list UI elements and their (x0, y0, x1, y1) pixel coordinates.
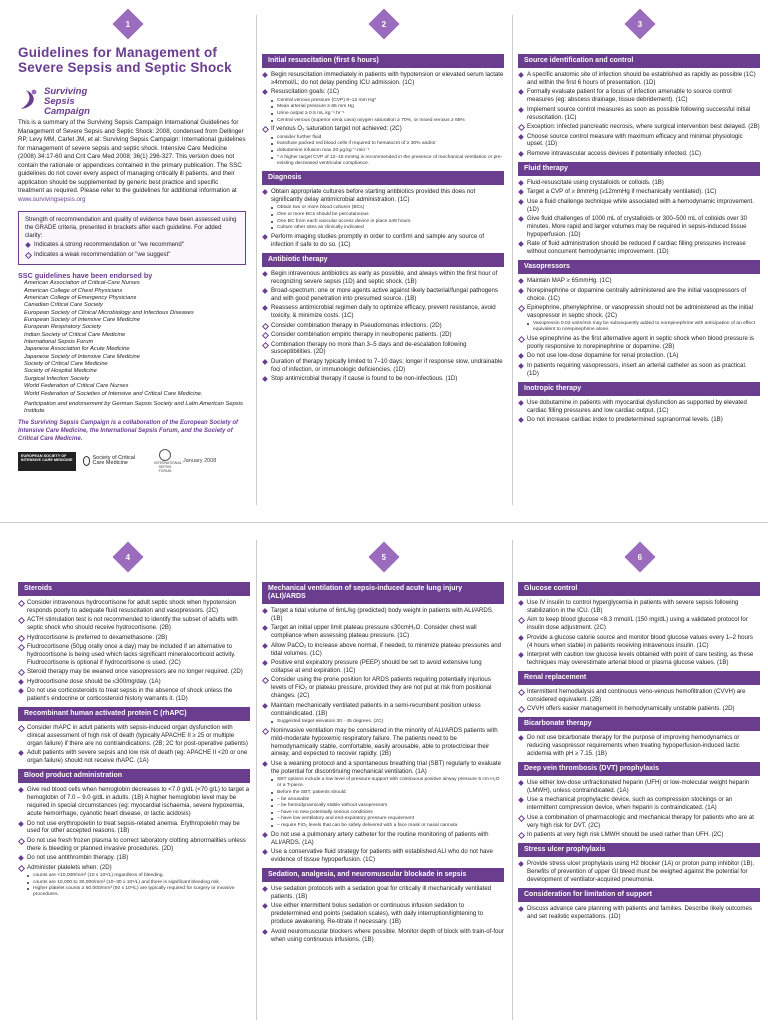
section-rhapc (18, 707, 250, 765)
recommendation-list (518, 179, 760, 256)
recommendation-list (18, 786, 250, 898)
recommendation-item (262, 270, 504, 286)
recommendation-list (18, 724, 250, 765)
recommendation-item (262, 607, 504, 623)
endorser-item: Japanese Society of Intensive Care Medicine (24, 353, 141, 360)
sub-item: Obtain two or more blood cultures (BCs) (271, 205, 504, 211)
recommendation-text: Do not use fresh frozen plasma to correct laboratory clotting abnormalities unless there is bleeding or planned invasive procedures. (2D) (27, 836, 246, 852)
recommendation-text: Use a conservative fluid strategy for patients with established ALI who do not have evidence of tissue hypoperfusion. (1C) (271, 848, 493, 863)
recommendation-text: Target a CVP of ≥ 8mmHg (≥12mmHg if mechanically ventilated). (1C) (527, 188, 717, 196)
endorser-item: World Federation of Critical Care Nurses (24, 383, 129, 390)
recommendation-list (518, 734, 760, 758)
recommendation-item (262, 727, 504, 759)
panel-6 (518, 578, 760, 1020)
recommendation-item (518, 188, 760, 196)
recommendation-item (18, 724, 250, 748)
sub-item: One or more BCs should be percutaneous (271, 212, 504, 218)
recommendation-list (262, 188, 504, 249)
endorser-item: American Association of Critical-Care Nurses (24, 280, 140, 287)
recommendation-item (262, 831, 504, 847)
sccm-name: Society of Critical Care Medicine (92, 454, 135, 467)
recommendation-list (262, 885, 504, 943)
section-header: Initial resuscitation (first 6 hours) (262, 54, 504, 68)
recommendation-text: Administer platelets when: (2D) (27, 863, 112, 871)
recommendation-list (262, 270, 504, 383)
recommendation-text: Formally evaluate patient for a focus of infection amenable to source control measures (eg: abscess drainage, tissue debridement). (1C) (527, 88, 732, 104)
recommendation-text: Give fluid challenges of 1000 mL of crystalloids or 300–500 mL of colloids over 30 minutes. More rapid and larger volumes may be required in sepsis-induced tissue hypoperfusion. (1D) (527, 215, 748, 238)
sub-item: transfuse packed red blood cells if required to hematocrit of ≥ 30% and/or (271, 141, 504, 147)
recommendation-item (518, 362, 760, 378)
guidelines-link[interactable]: www.survivingsepsis.org (18, 195, 86, 203)
endorser-item: Japanese Association for Acute Medicine (24, 346, 130, 353)
grade-box (18, 211, 246, 266)
section-header: Vasopressors (518, 260, 760, 274)
recommendation-text: Use a fluid challenge technique while associated with a hemodynamic improvement. (1D) (527, 197, 754, 213)
ssc-swirl-icon (18, 87, 40, 113)
recommendation-item (262, 125, 504, 133)
recommendation-text: Do not use corticosteroids to treat sepsis in the absence of shock unless the patient's endocrine or corticosteroid history warrants it. (1D) (27, 687, 233, 703)
recommendation-text: Begin resuscitation immediately in patients with hypotension or elevated serum lactate ≥4mmol/L; do not delay pending ICU admission. (1C) (271, 71, 504, 86)
page-number-badge (624, 541, 655, 572)
publication-date: January 2008 (183, 458, 217, 465)
panel-3 (518, 50, 760, 520)
section-header: Blood product administration (18, 769, 250, 783)
section-mechvent (262, 582, 504, 864)
ssc-logo (18, 87, 246, 117)
section-header: Renal replacement (518, 671, 760, 685)
recommendation-item (518, 240, 760, 256)
recommendation-item (518, 106, 760, 122)
recommendation-text: Use a combination of pharmacologic and mechanical therapy for patients who are at very high risk for DVT. (2C) (527, 813, 754, 829)
recommendation-text: Use a mechanical prophylactic device, such as compression stockings or an intermittent compression device, when heparin is contraindicated. (1A) (527, 796, 733, 812)
column-divider (512, 15, 513, 505)
recommendation-item (518, 287, 760, 303)
recommendation-item (18, 820, 250, 836)
recommendation-text: Consider rhAPC in adult patients with sepsis-induced organ dysfunction with clinical assessment of high risk of death (typically APACHE II ≥ 25 or multiple organ failure) if there are no contraindications. (2B; 2C for post-operative patients) (27, 724, 248, 747)
recommendation-item (518, 860, 760, 884)
page-number: 1 (125, 19, 131, 29)
recommendation-text: Allow PaCO₂ to increase above normal, if needed, to minimize plateau pressures and tidal volumes. (1C) (271, 641, 501, 657)
sub-list (271, 777, 504, 829)
recommendation-text: Noninvasive ventilation may be considered in the minority of ALI/ARDS patients with mild-moderate hypoxemic respiratory failure. The patients need to be hemodynamically stable, comfortable, easily arousable, able to protect/clear their airway, and expected to recover rapidly. (2B) (271, 726, 498, 758)
recommendation-item (262, 760, 504, 776)
recommendation-item (518, 651, 760, 667)
endorser-item: Canadian Critical Care Society (24, 302, 103, 309)
sub-item: Mean arterial pressure ≥ 65 mm Hg (271, 104, 504, 110)
recommendation-text: Resuscitation goals: (1C) (271, 88, 340, 96)
recommendation-item (262, 233, 504, 249)
sub-list (271, 719, 504, 725)
recommendation-list (518, 71, 760, 158)
section-header: Inotropic therapy (518, 382, 760, 396)
recommendation-item (262, 848, 504, 864)
section-steroids (18, 582, 250, 703)
recommendation-text: In patients at very high risk LMWH should be used rather than UFH. (2C) (527, 831, 724, 839)
recommendation-item (518, 814, 760, 830)
recommendation-text: Exception: infected pancreatic necrosis, where surgical intervention best delayed. (2B) (527, 123, 760, 131)
recommendation-item (518, 416, 760, 424)
endorser-item: European Society of Clinical Microbiology and Infectious Diseases (24, 309, 194, 316)
sub-item: – require FiO₂ levels that can be safely delivered with a face mask or nasal cannula (271, 823, 504, 829)
page-number-badge (368, 8, 399, 39)
recommendation-text: Hydrocortisone is preferred to dexamethasone. (2B) (27, 633, 168, 641)
section-renal (518, 671, 760, 713)
section-blood (18, 769, 250, 898)
page-number-badge (112, 8, 143, 39)
section-header: Source identification and control (518, 54, 760, 68)
isf-logo (154, 449, 182, 474)
recommendation-list (262, 607, 504, 864)
sub-list (271, 98, 504, 124)
recommendation-text: Discuss advance care planning with patients and families. Describe likely outcomes and set realistic expectations. (1D) (527, 904, 752, 920)
recommendation-text: Do not use low-dose dopamine for renal protection. (1A) (527, 352, 679, 360)
section-vaso (518, 260, 760, 378)
recommendation-text: Fludrocortisone (50μg orally once a day) may be included if an alternative to hydrocortisone is being used which lacks significant mineralocorticoid activity. Fludrocortisone is optional if hydrocortisone is used. (2C) (27, 643, 236, 666)
page-title: Guidelines for Management of Severe Sepsis and Septic Shock (18, 46, 232, 75)
recommendation-text: Fluid-resuscitate using crystalloids or colloids. (1B) (527, 178, 664, 186)
recommendation-text: Provide a glucose calorie source and monitor blood glucose values every 1–2 hours (4 hours when stable) in patients receiving intravenous insulin. (1C) (527, 633, 753, 649)
recommendation-item (18, 634, 250, 642)
recommendation-text: A specific anatomic site of infection should be established as rapidly as possible (1C) and within the first 6 hours of presentation. (1D) (527, 71, 756, 86)
recommendation-item (518, 352, 760, 360)
recommendation-item (262, 188, 504, 204)
recommendation-text: Choose source control measure with maximum efficacy and minimal physiologic upset. (1D) (527, 132, 743, 148)
endorsed-header: SSC guidelines have been endorsed by (18, 271, 153, 281)
weak-recommendation-label: Indicates a weak recommendation or "we suggest" (34, 250, 171, 258)
recommendation-item (18, 668, 250, 676)
endorser-item: European Respiratory Society (24, 324, 102, 331)
recommendation-item (518, 88, 760, 104)
page-number-badge (368, 541, 399, 572)
endorser-item: Society of Hospital Medicine (24, 368, 97, 375)
recommendation-text: CVVH offers easier management in hemodynamically unstable patients. (2D) (527, 705, 735, 713)
recommendation-item (518, 198, 760, 214)
recommendation-text: Use dobutamine in patients with myocardial dysfunction as supported by elevated cardiac filling pressures and low cardiac output. (1C) (527, 398, 747, 414)
strong-recommendation-key (25, 241, 239, 249)
recommendation-list (518, 277, 760, 377)
fold-line (0, 522, 768, 523)
section-header: Consideration for limitation of support (518, 888, 760, 902)
recommendation-item (518, 150, 760, 158)
recommendation-item (518, 123, 760, 131)
section-header: Deep vein thrombosis (DVT) prophylaxis (518, 762, 760, 776)
recommendation-item (518, 599, 760, 615)
strong-recommendation-label: Indicates a strong recommendation or "we recommend" (34, 241, 184, 249)
section-inotropic (518, 382, 760, 424)
grade-text: Strength of recommendation and quality of evidence have been assessed using the GRADE criteria, presented in brackets after each guideline. For added clarity: (25, 216, 237, 239)
recommendation-item (18, 837, 250, 853)
esicm-logo: EUROPEAN SOCIETY OF INTENSIVE CARE MEDICINE (18, 452, 76, 471)
recommendation-text: Use IV insulin to control hyperglycemia in patients with severe sepsis following stabilization in the ICU. (1B) (527, 599, 739, 614)
recommendation-item (518, 634, 760, 650)
sccm-mark-icon (83, 456, 90, 466)
section-header: Antibiotic therapy (262, 253, 504, 267)
section-limit (518, 888, 760, 921)
recommendation-text: Target an initial upper limit plateau pressure ≤30cmH₂O. Consider chest wall compliance when assessing plateau pressure. (1C) (271, 624, 477, 640)
recommendation-item (262, 375, 504, 383)
sub-item: Higher platelet counts ≥ 50,000/mm³ (50 x 10⁹/L) are typically required for surgery or invasive procedures. (27, 886, 250, 898)
recommendation-text: ACTH stimulation test is not recommended to identify the subset of adults with septic shock who should receive hydrocortisone. (2B) (27, 616, 238, 632)
panel-4 (18, 578, 250, 1020)
recommendation-text: Adult patients with severe sepsis and low risk of death (eg: APACHE II <20 or one organ failure) should not receive rhAPC. (1A) (27, 749, 248, 765)
recommendation-text: Consider using the prone position for ARDS patients requiring potentially injurious levels of FiO₂ or plateau pressure, provided they are not put at risk from positional changes. (2C) (271, 676, 492, 700)
recommendation-text: Remove intravascular access devices if potentially infected. (1C) (527, 149, 702, 157)
recommendation-text: In patients requiring vasopressors, insert an arterial catheter as soon as practical. (1D) (527, 361, 747, 377)
sub-item: – be hemodynamically stable without vasopressors (271, 803, 504, 809)
recommendation-text: Stop antimicrobial therapy if cause is found to be non-infectious. (1D) (271, 375, 458, 383)
sub-item: counts are 10,000 to 30,000/mm³ (10–30 x 10⁹/L) and there is significant bleeding risk. (27, 880, 250, 886)
recommendation-item (518, 779, 760, 795)
sub-item: – have no new potentially serious conditions (271, 810, 504, 816)
section-bicarb (518, 717, 760, 758)
recommendation-item (518, 831, 760, 839)
panel-5 (262, 578, 504, 1020)
recommendation-item (518, 179, 760, 187)
recommendation-item (262, 624, 504, 640)
recommendation-item (518, 705, 760, 713)
recommendation-text: Use a weaning protocol and a spontaneous breathing trial (SBT) regularly to evaluate the potential for discontinuing mechanical ventilation. (1A) (271, 759, 502, 775)
sub-item: counts are <10,000/mm³ (10 x 10⁹/L) regardless of bleeding. (27, 873, 250, 879)
page-number: 6 (637, 552, 643, 562)
recommendation-text: Intermittent hemodialysis and continuous veno-venous hemofiltration (CVVH) are considered equivalent. (2B) (527, 687, 746, 703)
section-stress (518, 843, 760, 884)
endorser-item: American College of Chest Physicians (24, 287, 123, 294)
recommendation-item (518, 304, 760, 320)
section-header: Mechanical ventilation of sepsis-induced acute lung injury (ALI)/ARDS (262, 582, 504, 604)
weak-recommendation-key (25, 251, 239, 259)
section-header: Sedation, analgesia, and neuromuscular blockade in sepsis (262, 868, 504, 882)
recommendation-item (262, 676, 504, 700)
recommendation-text: Do not use antithrombin therapy. (1B) (27, 854, 129, 862)
recommendation-text: Rate of fluid administration should be reduced if cardiac filling pressures increase without concurrent hemodynamic improvement. (1D) (527, 240, 746, 256)
section-header: Steroids (18, 582, 250, 596)
section-header: Bicarbonate therapy (518, 717, 760, 731)
section-header: Glucose control (518, 582, 760, 596)
page-number: 5 (381, 552, 387, 562)
endorser-item: Surgical Infection Society (24, 375, 90, 382)
recommendation-text: Positive end expiratory pressure (PEEP) should be set to avoid extensive lung collapse at end expiration. (1C) (271, 659, 482, 675)
recommendation-text: Do not increase cardiac index to predetermined supranormal levels. (1B) (527, 416, 723, 424)
recommendation-item (18, 854, 250, 862)
sub-item: One BC from each vascular access device in place ≥48 hours (271, 219, 504, 225)
endorser-item: Society of Critical Care Medicine (24, 361, 108, 368)
sub-item: – be arousable (271, 797, 504, 803)
recommendation-text: Reassess antimicrobial regimen daily to optimize efficacy, prevent resistance, avoid toxicity, & minimize costs. (1C) (271, 304, 496, 320)
recommendation-item (18, 749, 250, 765)
recommendation-item (518, 688, 760, 704)
recommendation-text: Target a tidal volume of 6mL/kg (predicted) body weight in patients with ALI/ARDS. (1B) (271, 607, 494, 623)
isf-name: INTERNATIONAL SEPSIS FORUM (154, 461, 182, 474)
panel-1 (18, 46, 246, 518)
section-fluid (518, 162, 760, 256)
recommendation-text: Epinephrine, phenylephrine, or vasopressin should not be administered as the initial vasopressor in septic shock. (2C) (527, 303, 753, 319)
sub-item: Central venous (superior vena cava) oxygen saturation ≥ 70%, or mixed venous ≥ 65% (271, 118, 504, 124)
recommendation-text: Broad-spectrum: one or more agents active against likely bacterial/fungal pathogens and with good penetration into presumed source. (1B) (271, 286, 498, 302)
endorser-item: American College of Emergency Physicians (24, 294, 137, 301)
recommendation-item (18, 786, 250, 818)
recommendation-text: Avoid neuromuscular blockers where possible. Monitor depth of block with train-of-four when using continuous infusions. (1B) (271, 927, 504, 943)
recommendation-text: Combination therapy no more than 3–5 days and de-escalation following susceptibilities. (2D) (271, 340, 467, 356)
page-number: 4 (125, 552, 131, 562)
recommendation-item (18, 864, 250, 872)
sub-item: consider further fluid (271, 135, 504, 141)
recommendation-item (18, 687, 250, 703)
section-dvt (518, 762, 760, 839)
recommendation-text: Give red blood cells when hemoglobin decreases to <7.0 g/dL (<70 g/L) to target a hemoglobin of 7.0 – 9.0 g/dL in adults. (1B) A higher hemoglobin level may be required in special circumstances (eg: myocardial ischaemia, severe hypoxemia, acute hemorrhage, cyanotic heart disease, or lactic acidosis) (27, 786, 249, 818)
sub-item: dobutamine infusion max 20 μg.kg⁻¹.min⁻¹ (271, 148, 504, 154)
recommendation-text: Obtain appropriate cultures before starting antibiotics provided this does not significantly delay antimicrobial administration. (1C) (271, 187, 476, 203)
recommendation-item (262, 304, 504, 320)
endorser-item: International Sepsis Forum (24, 339, 94, 346)
recommendation-text: Use sedation protocols with a sedation goal for critically ill mechanically ventilated patients. (1B) (271, 884, 492, 900)
sub-item: SBT options include a low level of pressure support with continuous positive airway pressure 5 cm H₂O or a T-piece. (271, 777, 504, 789)
recommendation-list (518, 779, 760, 839)
page-number-badge (112, 541, 143, 572)
recommendation-text: Use epinephrine as the first alternative agent in septic shock when blood pressure is poorly responsive to norepinephrine or dopamine. (2B) (527, 335, 754, 350)
section-header: Stress ulcer prophylaxis (518, 843, 760, 857)
recommendation-text: Maintain mechanically ventilated patients in a semi-recumbent position unless contraindicated. (1B) (271, 701, 481, 717)
recommendation-text: Duration of therapy typically limited to 7–10 days; longer if response slow, undrainable foci of infection, or immunologic deficiencies. (1D) (271, 357, 503, 373)
sub-list (527, 321, 760, 333)
sub-list (27, 873, 250, 899)
recommendation-item (518, 734, 760, 758)
isf-mark-icon (159, 449, 171, 461)
recommendation-text: Maintain MAP ≥ 65mmHg. (1C) (527, 277, 612, 285)
recommendation-text: Use either low-dose unfractionated heparin (UFH) or low-molecular weight heparin (LMWH), unless contraindicated. (1A) (527, 779, 750, 795)
recommendation-item (262, 642, 504, 658)
intro-body: This is a summary of the Surviving Sepsis Campaign International Guidelines for Management of Severe Sepsis and Septic Shock: 2008, condensed from Dellinger RP, Levy MM, Carlet JM, et al: Surviving Sepsis Campaign: International guidelines for management of severe sepsis and septic shock. Intensive Care Medicine (2008) 34:17-60 and Crit Care Med 2008; 36(1) 296-327. This version does not contain the rationale or appendices contained in the primary publication. The SSC guidelines do not cover every aspect of managing critically ill patients, and their application should be supplemented by generic best practice and specific treatment as required. Please refer to the guidelines for additional information at (18, 119, 246, 195)
recommendation-text: Hydrocortisone dose should be ≤300mg/day. (1A) (27, 677, 161, 685)
section-diagnosis (262, 171, 504, 249)
section-sedation (262, 868, 504, 944)
section-antibiotic (262, 253, 504, 384)
column-divider (256, 15, 257, 505)
column-divider (256, 540, 257, 1020)
recommendation-item (262, 928, 504, 944)
recommendation-text: Aim to keep blood glucose <8.3 mmol/L (150 mg/dL) using a validated protocol for insulin dose adjustment. (2C) (527, 616, 748, 632)
sccm-logo (83, 456, 147, 468)
recommendation-text: Consider combination empiric therapy in neutropenic patients. (2D) (271, 331, 452, 339)
section-header: Diagnosis (262, 171, 504, 185)
section-glucose (518, 582, 760, 667)
recommendation-item (262, 885, 504, 901)
recommendation-item (18, 643, 250, 667)
sub-list (271, 135, 504, 167)
recommendation-item (262, 287, 504, 303)
endorse-note: Participation and endorsement by German Sepsis Society and Latin American Sepsis Institute. (24, 400, 243, 415)
recommendation-text: Implement source control measures as soon as possible following successful initial resuscitation. (1C) (527, 105, 751, 121)
page-number: 2 (381, 19, 387, 29)
sub-item: Before the SBT, patients should: (271, 790, 504, 796)
page-number: 3 (637, 19, 643, 29)
recommendation-text: Do not use a pulmonary artery catheter for the routine monitoring of patients with ALI/ARDS. (1A) (271, 830, 489, 846)
recommendation-text: Begin intravenous antibiotics as early as possible, and always within the first hour of recognizing severe sepsis (1D) and septic shock. (1B) (271, 269, 498, 285)
sub-item: Central venous pressure (CVP) 8–12 mm Hg* (271, 98, 504, 104)
endorser-item: Indian Society of Critical Care Medicine (24, 331, 126, 338)
section-init-resusc (262, 54, 504, 167)
recommendation-item (262, 331, 504, 339)
recommendation-item (518, 616, 760, 632)
recommendation-item (518, 335, 760, 351)
recommendation-item (518, 215, 760, 239)
recommendation-list (518, 860, 760, 884)
recommendation-text: Use either intermittent bolus sedation or continuous infusion sedation to predetermined end points (sedation scales), with daily interruption/lightening to produce awakening. Re-titrate if necessary. (1B) (271, 902, 484, 926)
recommendation-item (518, 133, 760, 149)
section-header: Recombinant human activated protein C (rhAPC) (18, 707, 250, 721)
sub-item: Culture other sites as clinically indicated (271, 225, 504, 231)
panel-2 (262, 50, 504, 520)
recommendation-item (518, 796, 760, 812)
recommendation-item (518, 399, 760, 415)
recommendation-list (518, 599, 760, 667)
recommendation-item (262, 322, 504, 330)
column-divider (512, 540, 513, 1020)
intro-text (18, 119, 246, 204)
endorser-item: European Society of Intensive Care Medicine (24, 316, 141, 323)
recommendation-item (262, 88, 504, 96)
recommendation-text: Interpret with caution low glucose levels obtained with point of care testing, as these techniques may overestimate arterial blood or plasma glucose values. (1B) (527, 651, 754, 666)
sub-list (271, 205, 504, 231)
recommendation-item (18, 599, 250, 615)
sub-item: – have low ventilatory and end-expiratory pressure requirement (271, 816, 504, 822)
recommendation-list (18, 599, 250, 703)
recommendation-item (262, 358, 504, 374)
recommendation-item (262, 341, 504, 357)
recommendation-item (262, 702, 504, 718)
sub-item: Vasopressin 0.03 units/min may be subsequently added to norepinephrine with anticipation of an effect equivalent to norepinephrine alone. (527, 321, 760, 333)
recommendation-item (262, 659, 504, 675)
recommendation-item (518, 905, 760, 921)
sub-item: Urine output ≥ 0.5 mL.kg⁻¹.hr⁻¹ (271, 111, 504, 117)
recommendation-text: Perform imaging studies promptly in order to confirm and sample any source of infection if safe to do so. (1C) (271, 232, 485, 248)
recommendation-list (518, 399, 760, 424)
section-source (518, 54, 760, 158)
recommendation-text: If venous O₂ saturation target not achieved: (2C) (271, 125, 402, 133)
recommendation-item (518, 71, 760, 87)
section-header: Fluid therapy (518, 162, 760, 176)
recommendation-text: Consider intravenous hydrocortisone for adult septic shock when hypotension responds poorly to adequate fluid resuscitation and vasopressors. (2C) (27, 599, 236, 614)
sponsor-logos (18, 449, 246, 473)
recommendation-text: Steroid therapy may be weaned once vasopressors are no longer required. (2D) (27, 668, 243, 676)
recommendation-list (262, 71, 504, 167)
sub-item: * A higher target CVP of 12–15 mmHg is recommended in the presence of mechanical ventilation or pre-existing decreased ventricular compliance. (271, 155, 504, 167)
recommendation-list (518, 905, 760, 921)
recommendation-text: Consider combination therapy in Pseudomonas infections. (2D) (271, 321, 442, 329)
ssc-logo-text: Surviving Sepsis Campaign (44, 86, 90, 118)
recommendation-text: Provide stress ulcer prophylaxis using H2 blocker (1A) or proton pump inhibitor (1B). Benefits of prevention of upper GI bleed must be weighed against the potential for development of ventilator-acquired pneumonia. (527, 860, 755, 883)
recommendation-item (18, 678, 250, 686)
page-number-badge (624, 8, 655, 39)
recommendation-text: Do not use bicarbonate therapy for the purpose of improving hemodynamics or reducing vasopressor requirements when treating hypoperfusion-induced lactic acidemia with pH ≥ 7.15. (1B) (527, 734, 740, 758)
recommendation-list (518, 688, 760, 713)
endorser-list (24, 280, 246, 398)
recommendation-text: Norepinephrine or dopamine centrally administered are the initial vasopressors of choice. (1C) (527, 286, 747, 302)
collaboration-note: The Surviving Sepsis Campaign is a collaboration of the European Society of Intensive Care Medicine, the International Sepsis Forum, and the Society of Critical Care Medicine. (18, 419, 239, 442)
endorser-item: World Federation of Societies of Intensive and Critical Care Medicine. (24, 390, 203, 397)
recommendation-text: Do not use erythropoietin to treat sepsis-related anemia. Erythropoietin may be used for other accepted reasons. (1B) (27, 819, 240, 835)
recommendation-item (262, 71, 504, 87)
recommendation-item (18, 616, 250, 632)
recommendation-item (518, 277, 760, 285)
recommendation-item (262, 902, 504, 926)
sub-item: Suggested target elevation 30 - 45 degrees. (2C) (271, 719, 504, 725)
